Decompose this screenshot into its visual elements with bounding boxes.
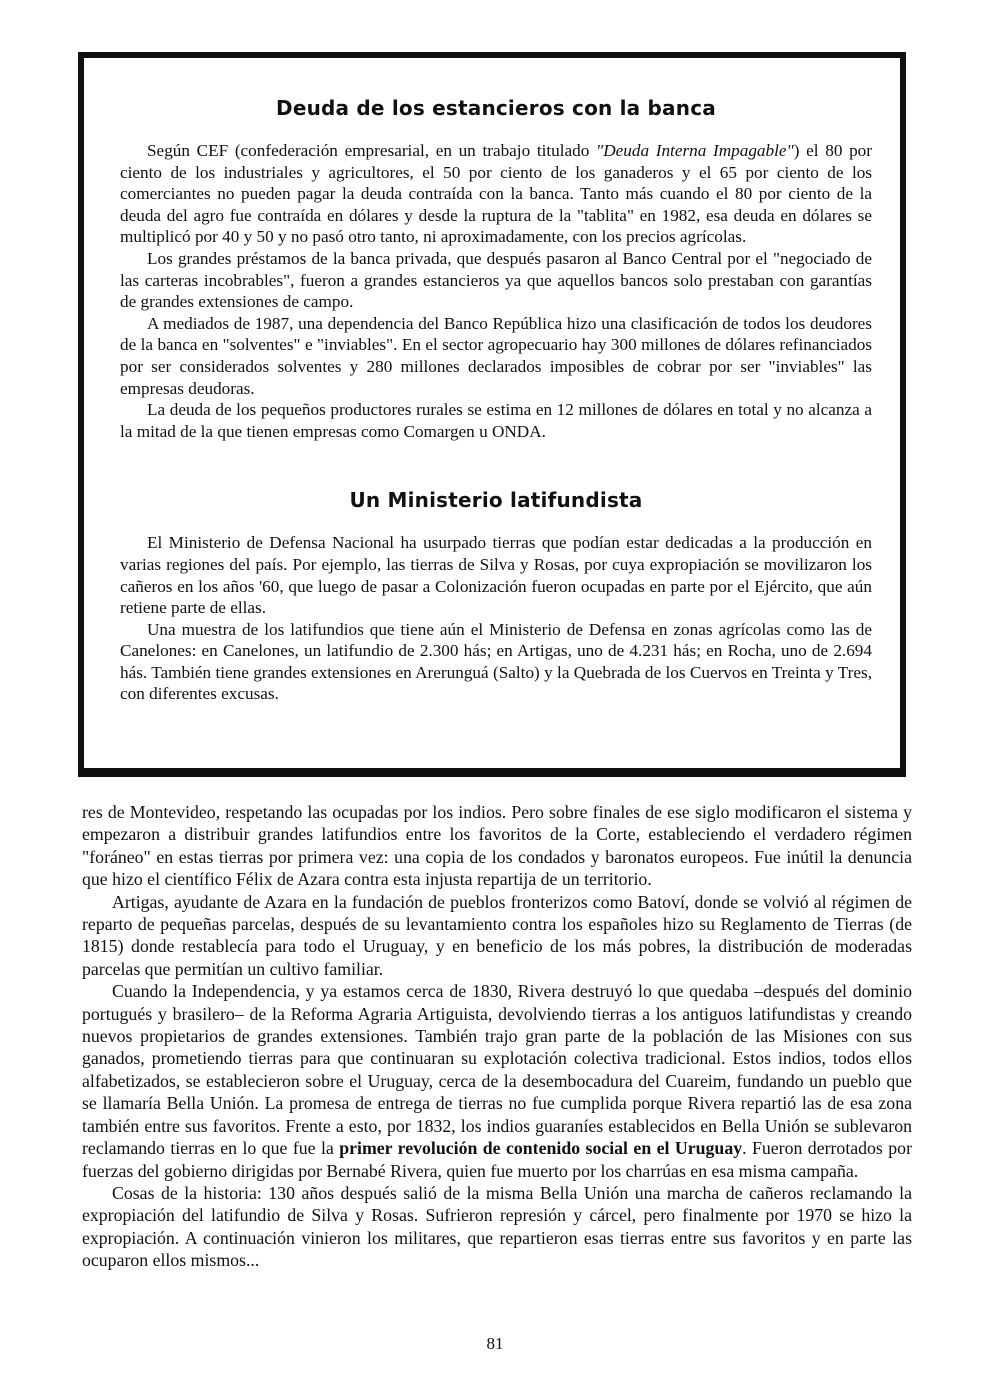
- paragraph-ministerio-1: El Ministerio de Defensa Nacional ha usurpado tierras que podían estar dedicadas a la producción en varias regiones del país. Por ejemplo, las tierras de Silva y Rosas, por cuya expropiación se movilizaron los cañeros en los años '60, que luego de pasar a Colonización fueron ocupadas en parte por el Ejército, que aún retiene parte de ellas.: [120, 533, 872, 618]
- report-title: "Deuda Interna Impagable": [596, 141, 794, 160]
- paragraph-deuda-4: La deuda de los pequeños productores rurales se estima en 12 millones de dólares en total y no alcanza a la mitad de la que tienen empresas como Comargen u ONDA.: [120, 400, 872, 441]
- body-paragraph-3: [82, 980, 912, 1182]
- body-paragraph-3-end: . Fueron derrotados por fuerzas del gobierno dirigidas por Bernabé Rivera, quien fue muerto por los charrúas en esa misma campaña.: [82, 1138, 912, 1181]
- paragraph-deuda-2: Los grandes préstamos de la banca privada, que después pasaron al Banco Central por el "negociado de las carteras incobrables", fueron a grandes estancieros ya que aquellos bancos solo prestaban con garantías de grandes extensiones de campo.: [120, 248, 872, 312]
- paragraph-deuda-1-start: Según CEF (confederación empresarial, en un trabajo titulado: [147, 141, 597, 160]
- body-paragraph-4: Cosas de la historia: 130 años después salió de la misma Bella Unión una marcha de cañeros reclamando la expropiación del latifundio de Silva y Rosas. Sufrieron represión y cárcel, pero finalmente por 1970 se hizo la expropiación. A continuación vinieron los militares, que repartieron esas tierras entre sus favoritos y en parte las ocuparon ellos mismos...: [82, 1182, 912, 1271]
- section-title-ministerio: Un Ministerio latifundista: [349, 488, 643, 513]
- body-paragraph-3-start: Cuando la Independencia, y ya estamos cerca de 1830, Rivera destruyó lo que quedaba –después del dominio portugués y brasilero– de la Reforma Agraria Artiguista, devolviendo tierras a los antiguos latifundistas y creando nuevos propietarios de grandes extensiones. También trajo gran parte de la población de las Misiones con sus ganados, prometiendo tierras para que continuaran su explotación colectiva tradicional. Estos indios, todos ellos alfabetizados, se establecieron sobre el Uruguay, cerca de la desembocadura del Cuareim, fundando un pueblo que se llamaría Bella Unión. La promesa de entrega de tierras no fue cumplida porque Rivera repartió las de esa zona también entre sus favoritos. Frente a esto, por 1832, los indios guaraníes establecidos en Bella Unión se sublevaron reclamando tierras en lo que fue la: [82, 981, 912, 1159]
- page-number: 81: [486, 1334, 504, 1353]
- body-paragraph-1: res de Montevideo, respetando las ocupadas por los indios. Pero sobre finales de ese siglo modificaron el sistema y empezaron a distribuir grandes latifundios entre los favoritos de la Corte, estableciendo el verdadero régimen "foráneo" en estas tierras por primera vez: una copia de los condados y baronatos europeos. Fue inútil la denuncia que hizo el científico Félix de Azara contra esta injusta repartija de un territorio.: [82, 802, 912, 890]
- main-body-text: [82, 801, 912, 1272]
- paragraph-ministerio-2: Una muestra de los latifundios que tiene aún el Ministerio de Defensa en zonas agrícolas como las de Canelones: en Canelones, un latifundio de 2.300 hás; en Artigas, uno de 4.231 hás; en Rocha, uno de 2.694 hás. También tiene grandes extensiones en Arerunguá (Salto) y la Quebrada de los Cuervos en Treinta y Tres, con diferentes excusas.: [120, 619, 872, 704]
- body-paragraph-2: Artigas, ayudante de Azara en la fundación de pueblos fronterizos como Batoví, donde se volvió al régimen de reparto de pequeñas parcelas, después de su levantamiento contra los españoles hizo su Reglamento de Tierras (de 1815) donde restablecía para todo el Uruguay, y en beneficio de los más pobres, la distribución de moderadas parcelas que permitían un cultivo familiar.: [82, 891, 912, 979]
- paragraph-deuda-1: [120, 140, 872, 248]
- section-title-deuda: Deuda de los estancieros con la banca: [276, 96, 716, 120]
- sidebar-box: [78, 52, 906, 777]
- paragraph-deuda-1-end: ) el 80 por ciento de los industriales y agricultores, el 50 por ciento de los ganaderos y el 65 por ciento de los comerciantes no pueden pagar la deuda contraída con la banca. Tanto más cuando el 80 por ciento de la deuda del agro fue contraída en dólares y desde la ruptura de la "tablita" en 1982, esa deuda en dólares se multiplicó por 40 y 50 y no pasó otro tanto, ni aproximadamente, con los precios agrícolas.: [120, 141, 872, 247]
- highlighted-phrase: primer revolución de contenido social en el Uruguay: [339, 1138, 743, 1159]
- paragraph-deuda-3: A mediados de 1987, una dependencia del Banco República hizo una clasificación de todos los deudores de la banca en "solventes" e "inviables". En el sector agropecuario hay 300 millones de dólares refinanciados por ser considerados solventes y 280 millones declarados imposibles de cobrar por ser "inviables" las empresas deudoras.: [120, 313, 872, 398]
